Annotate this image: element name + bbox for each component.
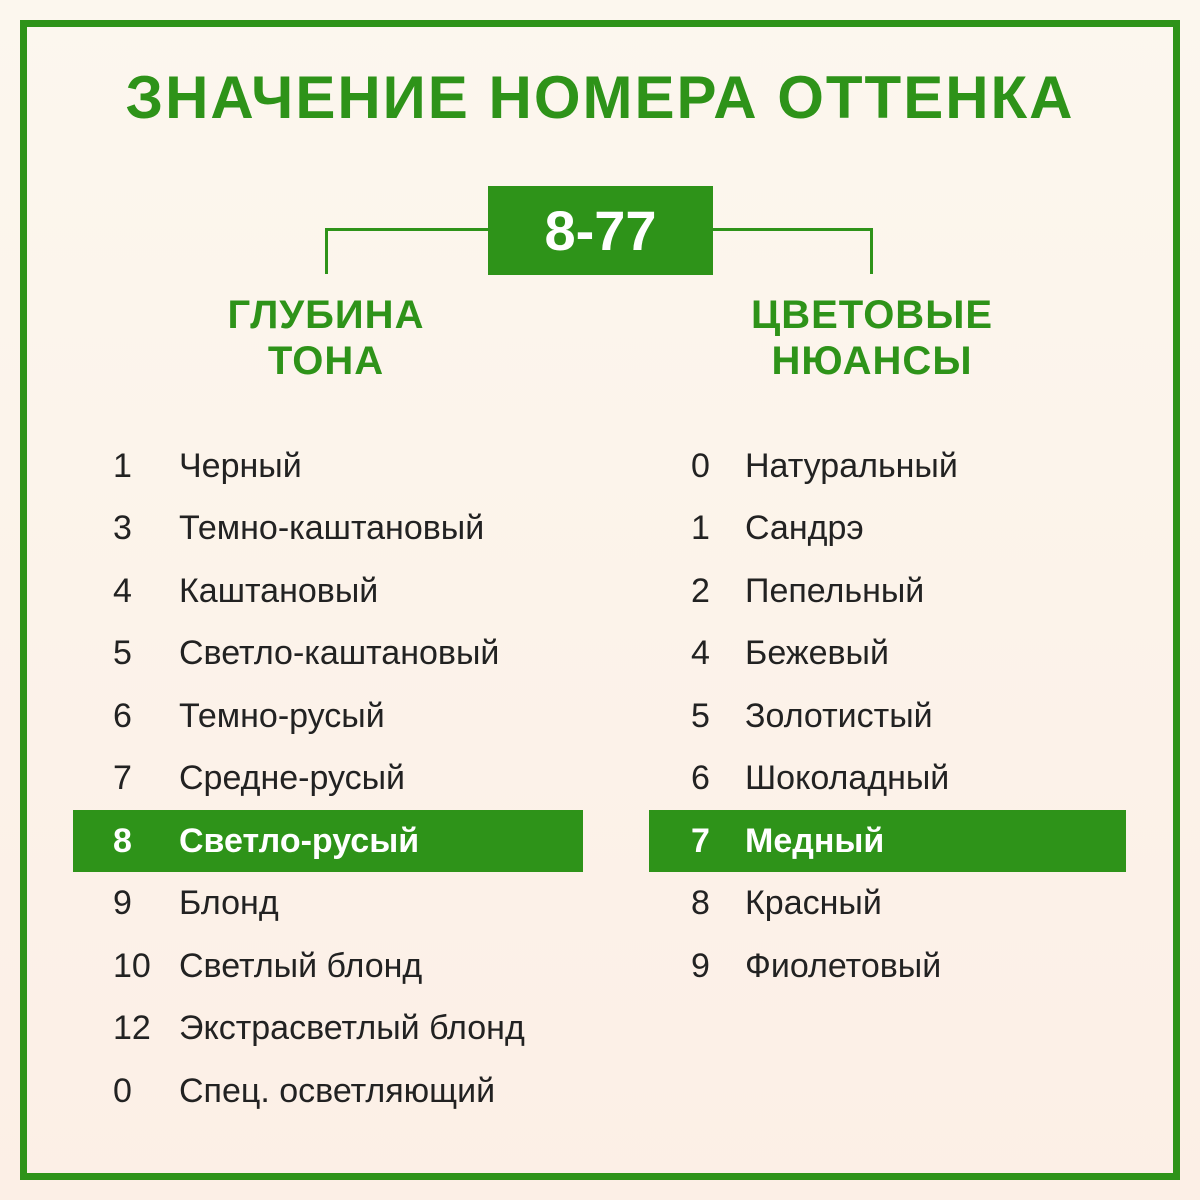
item-number: 6 bbox=[113, 696, 132, 735]
item-number: 1 bbox=[113, 446, 132, 485]
list-item bbox=[649, 623, 1126, 685]
list-item bbox=[649, 435, 1126, 497]
item-label: Медный bbox=[745, 821, 885, 860]
list-item bbox=[73, 935, 583, 997]
page-title: ЗНАЧЕНИЕ НОМЕРА ОТТЕНКА bbox=[125, 64, 1075, 131]
list-item bbox=[73, 435, 583, 497]
left-column-heading bbox=[176, 292, 476, 384]
item-number: 5 bbox=[691, 696, 710, 735]
item-number: 7 bbox=[113, 759, 132, 797]
list-item bbox=[649, 748, 1126, 810]
list-item bbox=[73, 498, 583, 560]
list-item bbox=[73, 998, 583, 1060]
right-heading-line2: НЮАНСЫ bbox=[771, 339, 973, 383]
list-item bbox=[73, 873, 583, 935]
item-number: 2 bbox=[691, 571, 710, 610]
list-item bbox=[649, 810, 1126, 872]
item-number: 1 bbox=[691, 509, 710, 547]
list-item bbox=[73, 623, 583, 685]
item-label: Светло-русый bbox=[179, 821, 420, 860]
bracket-right-horizontal bbox=[711, 228, 873, 231]
right-heading-line1: ЦВЕТОВЫЕ bbox=[750, 293, 994, 337]
item-number: 3 bbox=[113, 509, 132, 547]
item-label: Бежевый bbox=[745, 634, 889, 672]
item-label: Фиолетовый bbox=[745, 946, 942, 985]
item-label: Красный bbox=[745, 884, 882, 922]
item-number: 12 bbox=[113, 1009, 151, 1047]
item-label: Темно-русый bbox=[179, 696, 385, 735]
item-label: Светлый блонд bbox=[179, 946, 423, 985]
item-number: 6 bbox=[691, 759, 710, 797]
item-number: 10 bbox=[113, 946, 151, 985]
list-item bbox=[649, 935, 1126, 997]
item-label: Спец. осветляющий bbox=[179, 1071, 496, 1110]
bracket-left-horizontal bbox=[325, 228, 490, 231]
list-item bbox=[73, 560, 583, 622]
list-item bbox=[649, 873, 1126, 935]
list-item bbox=[649, 560, 1126, 622]
item-label: Шоколадный bbox=[745, 759, 950, 797]
item-label: Блонд bbox=[179, 884, 279, 922]
list-item bbox=[73, 685, 583, 747]
item-number: 9 bbox=[691, 946, 710, 985]
item-label: Каштановый bbox=[179, 571, 379, 610]
list-item bbox=[73, 1060, 583, 1122]
item-number: 7 bbox=[691, 821, 710, 860]
item-number: 9 bbox=[113, 884, 132, 922]
item-label: Сандрэ bbox=[745, 509, 864, 547]
item-label: Пепельный bbox=[745, 571, 925, 610]
item-number: 8 bbox=[113, 821, 132, 860]
item-number: 4 bbox=[113, 571, 132, 610]
item-label: Черный bbox=[179, 446, 302, 485]
item-number: 0 bbox=[691, 446, 710, 485]
item-label: Светло-каштановый bbox=[179, 634, 500, 672]
item-number: 0 bbox=[113, 1071, 132, 1110]
item-number: 5 bbox=[113, 634, 132, 672]
left-heading-line1: ГЛУБИНА bbox=[227, 293, 425, 337]
bracket-left-vertical bbox=[325, 228, 328, 274]
item-number: 8 bbox=[691, 884, 710, 922]
item-label: Темно-каштановый bbox=[179, 509, 485, 547]
item-label: Средне-русый bbox=[179, 759, 406, 797]
right-column-heading bbox=[722, 292, 1022, 384]
list-item bbox=[73, 748, 583, 810]
bracket-right-vertical bbox=[870, 228, 873, 274]
item-label: Золотистый bbox=[745, 696, 933, 735]
shade-code-badge: 8-77 bbox=[488, 186, 713, 275]
left-heading-line2: ТОНА bbox=[267, 339, 385, 383]
item-label: Экстрасветлый блонд bbox=[179, 1009, 525, 1047]
item-number: 4 bbox=[691, 634, 710, 672]
item-label: Натуральный bbox=[745, 446, 958, 485]
list-item bbox=[73, 810, 583, 872]
list-item bbox=[649, 498, 1126, 560]
list-item bbox=[649, 685, 1126, 747]
